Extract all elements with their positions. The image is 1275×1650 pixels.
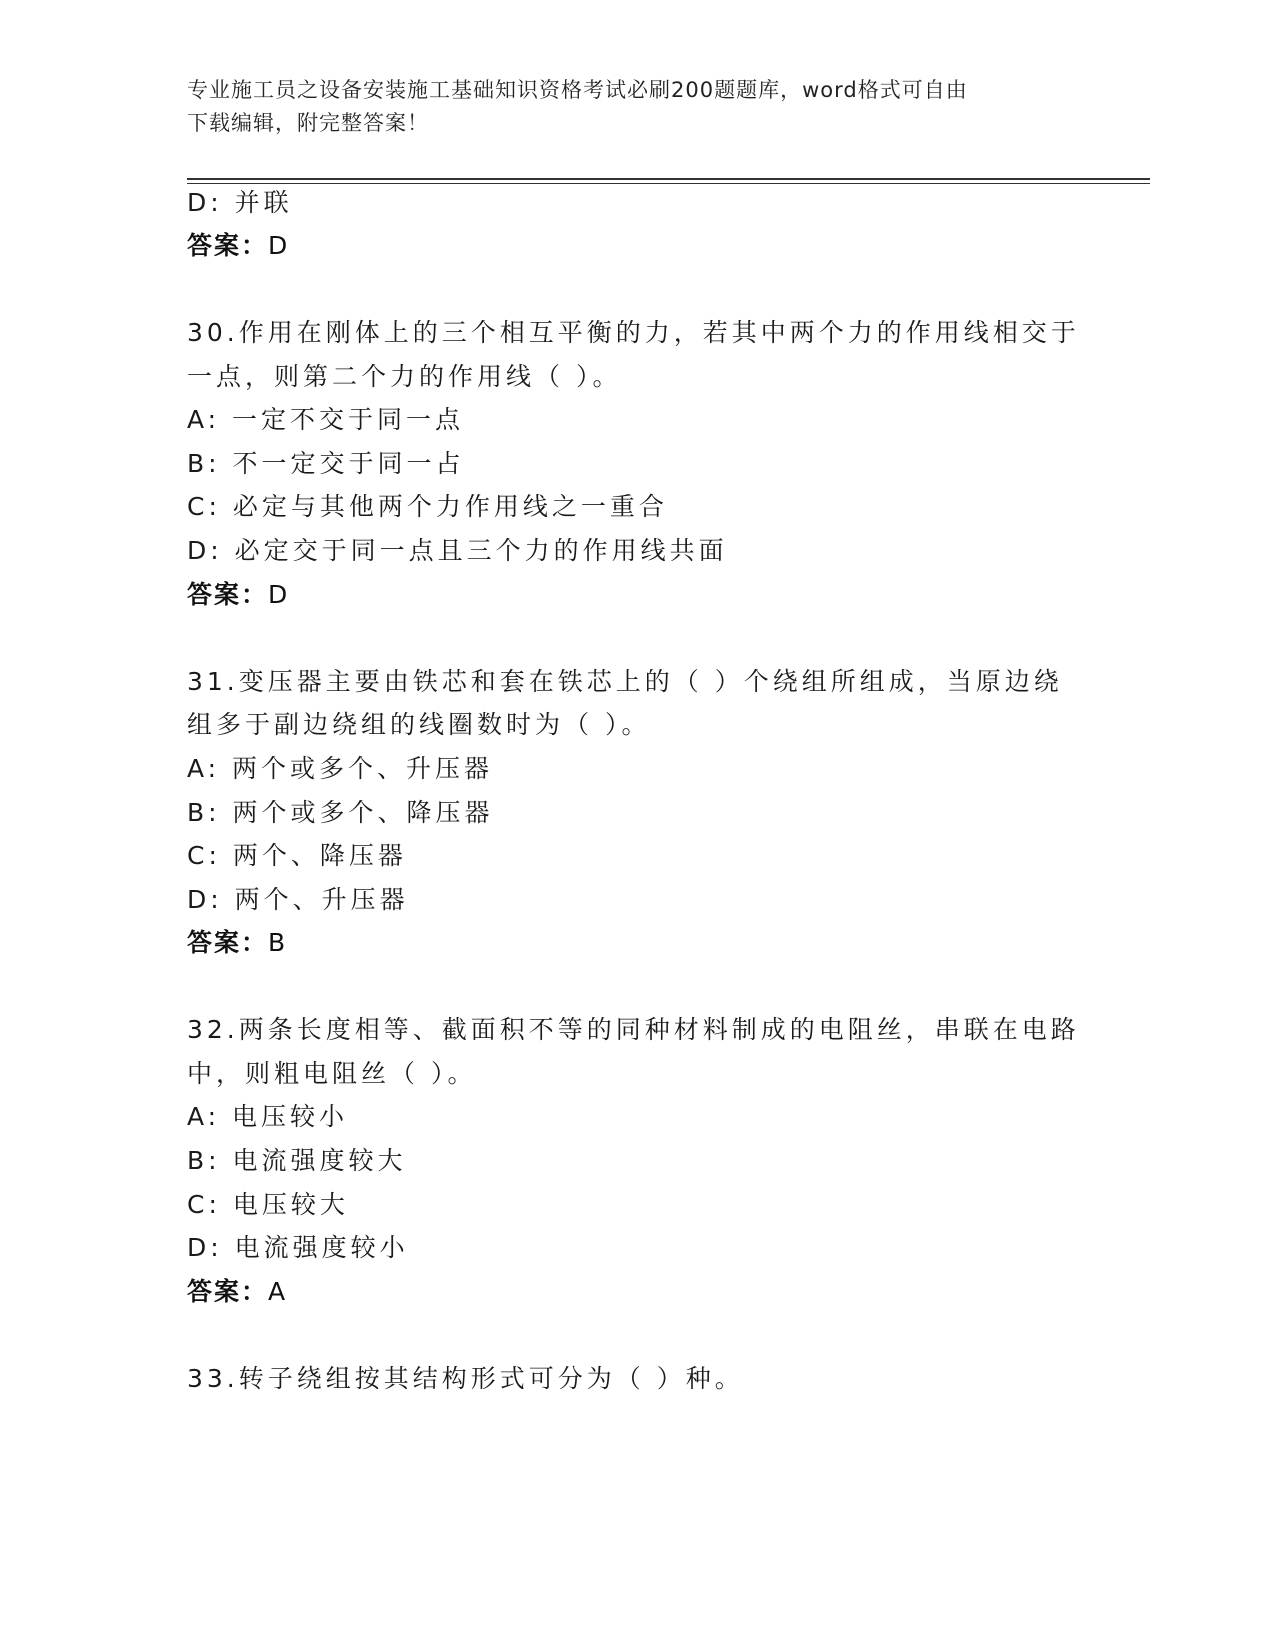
option-b: B: 两个或多个、降压器 [187, 798, 494, 827]
answer-label: 答案： [187, 580, 269, 609]
question-stem-line-2: 中，则粗电阻丝（ ）。 [187, 1059, 477, 1088]
option-c: C: 两个、降压器 [187, 841, 407, 870]
option-b: B: 电流强度较大 [187, 1146, 407, 1175]
question-stem-line-2: 组多于副边绕组的线圈数时为（ ）。 [187, 710, 651, 739]
answer-value: D [268, 231, 290, 260]
option-a: A: 电压较小 [187, 1102, 349, 1131]
option-a: A: 一定不交于同一点 [187, 405, 465, 434]
answer [187, 926, 287, 960]
answer [187, 578, 289, 612]
header-line-1: 专业施工员之设备安装施工基础知识资格考试必刷200题题库，word格式可自由 [187, 78, 968, 102]
option-d: D: 必定交于同一点且三个力的作用线共面 [187, 536, 728, 565]
question-stem-line-1: 32.两条长度相等、截面积不等的同种材料制成的电阻丝，串联在电路 [187, 1015, 1080, 1044]
option-c: C: 电压较大 [187, 1190, 349, 1219]
answer-value: B [268, 928, 288, 957]
option-b: B: 不一定交于同一占 [187, 449, 465, 478]
answer [187, 1275, 287, 1309]
page-header [187, 74, 1067, 140]
question-stem-line-1: 33.转子绕组按其结构形式可分为（ ）种。 [187, 1364, 744, 1393]
question-stem-line-1: 31.变压器主要由铁芯和套在铁芯上的（ ）个绕组所组成，当原边绕 [187, 667, 1063, 696]
header-divider-thin [187, 183, 1150, 184]
header-divider-thick [187, 178, 1150, 180]
answer-value: A [268, 1277, 288, 1306]
header-line-2: 下载编辑，附完整答案！ [187, 111, 429, 135]
question-stem-line-2: 一点，则第二个力的作用线（ ）。 [187, 362, 622, 391]
prev-answer [187, 229, 289, 263]
option-d: D: 电流强度较小 [187, 1233, 409, 1262]
answer-label: 答案： [187, 231, 269, 260]
option-c: C: 必定与其他两个力作用线之一重合 [187, 492, 668, 521]
answer-label: 答案： [187, 1277, 269, 1306]
option-a: A: 两个或多个、升压器 [187, 754, 494, 783]
answer-label: 答案： [187, 928, 269, 957]
prev-option-d: D: 并联 [187, 188, 293, 217]
answer-value: D [268, 580, 290, 609]
option-d: D: 两个、升压器 [187, 885, 409, 914]
question-stem-line-1: 30.作用在刚体上的三个相互平衡的力，若其中两个力的作用线相交于 [187, 318, 1080, 347]
